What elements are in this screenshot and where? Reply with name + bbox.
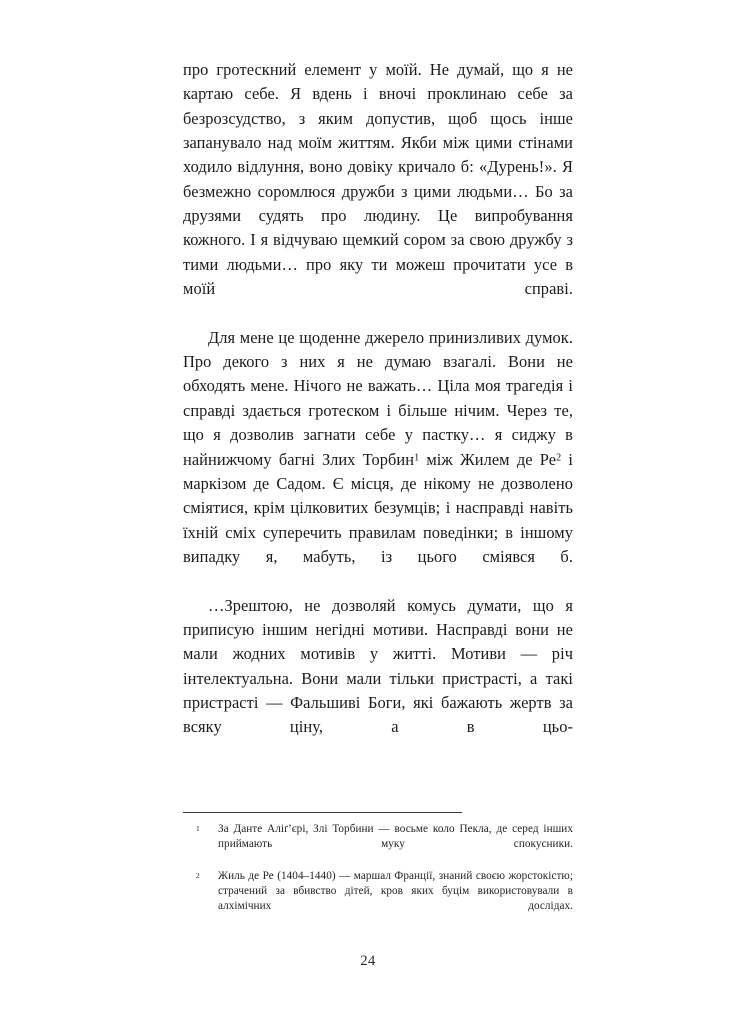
footnote-text-2: Жиль де Ре (1404–1440) — маршал Франції, знаний своєю жорстокістю; страчений за вбивство дітей, кров яких буцім використовували в алхімічних дослідах. (218, 869, 573, 913)
page-number: 24 (360, 953, 376, 969)
footnote-item-2 (183, 869, 573, 930)
paragraph-2-text-part-2: між Жилем де Ре (419, 449, 557, 469)
paragraph-3 (183, 594, 573, 764)
paragraph-2-text-part-1: Для мене це щоденне джерело принизливих думок. Про декого з них я не думаю взагалі. Вони не обходять мене. Нічого не важать… Ціла моя трагедія і справді здається гротеском і більше нічим. Через те, що я дозволив загнати себе у пастку… я сиджу в найнижчому багні Злих Торбин (183, 327, 573, 469)
footnote-text-1: За Данте Аліґ’єрі, Злі Торбини — восьме коло Пекла, де серед інших приймають муку спокусники. (218, 823, 573, 851)
footnote-item-1 (183, 822, 573, 868)
paragraph-3-text: …Зрештою, не дозволяй комусь думати, що я приписую іншим негідні мотиви. Насправді вони не мали жодних мотивів у житті. Мотиви — річ інтелектуальна. Вони мали тільки пристрасті, а такі пристрасті — Фальшиві Боги, які бажають жертв за всяку ціну, а в цьо- (183, 595, 573, 737)
paragraph-1 (183, 58, 573, 326)
footnotes-section (183, 812, 573, 930)
footnote-list (183, 822, 573, 929)
footnote-reference-2[interactable]: 2 (556, 451, 562, 463)
body-text-block (183, 58, 573, 764)
paragraph-2-text-part-3: і маркізом де Садом. Є місця, де нікому не дозволено сміятися, крім цілковитих безумців; і насправді навіть їхній сміх суперечить правилам поведінки; в іншому випадку я, мабуть, із цього сміявся б. (183, 449, 573, 566)
footnote-reference-1[interactable]: 1 (414, 451, 420, 463)
footnote-separator-rule (183, 812, 462, 813)
paragraph-2 (183, 326, 573, 594)
footnote-marker-1: 1 (196, 824, 200, 833)
paragraph-1-text: про гротескний елемент у моїй. Не думай, що я не картаю себе. Я вдень і вночі проклинаю себе за безрозсудство, з яким допустив, щоб щось інше запанувало над моїм життям. Якби між цими стінами ходило відлуння, воно довіку кричало б: «Дурень!». Я безмежно соромлюся дружби з цими людьми… Бо за друзями судять про людину. Це випробування кожного. І я відчуваю щемкий сором за свою дружбу з тими людьми… про яку ти можеш прочитати усе в моїй справі. (183, 60, 573, 299)
footnote-marker-2: 2 (196, 870, 200, 880)
